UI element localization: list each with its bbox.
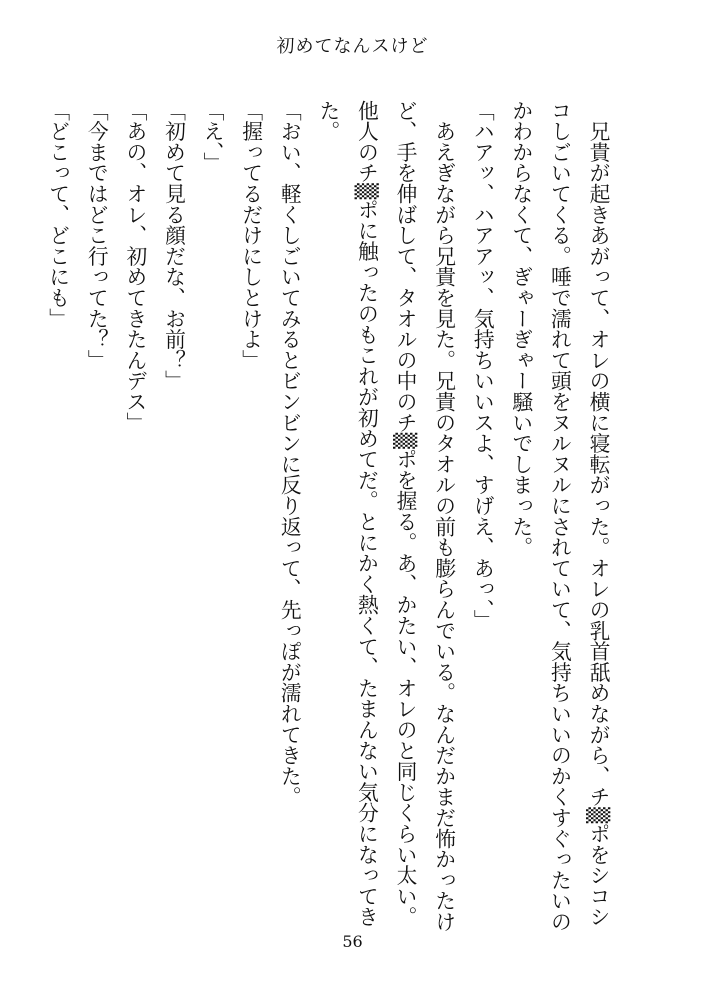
running-head: 初めてなんスけど — [276, 36, 429, 57]
text-line-5: あえぎながら兄貴を見た。兄貴のタオルの前も膨らんでいる。なんだかまだ怖かったけ — [431, 100, 456, 932]
text-line-7: 他人のチ▒ポに触ったのもこれが初めてだ。とにかく熱くて、たまんない気分になってき — [354, 100, 379, 928]
text-line-4: 「ハアッ、ハアアッ、気持ちいいスよ、すげえ、あっ、」 — [470, 100, 495, 631]
text-line-3: かわからなくて、ぎゃーぎゃー騒いでしまった。 — [508, 100, 533, 558]
text-line-2: コしごいてくる。唾で濡れて頭をヌルヌルにされていて、気持ちいいのかくすぐったいの — [547, 100, 572, 932]
page-number: 56 — [342, 932, 363, 951]
text-line-9: 「おい、軽くしごいてみるとビンビンに反り返って、先っぽが濡れてきた。 — [277, 100, 302, 808]
text-line-12: 「初めて見る顔だな、お前？」 — [161, 100, 186, 392]
text-line-13: 「あの、オレ、初めてきたんデス」 — [122, 100, 147, 433]
text-line-6: ど、手を伸ばして、タオルの中のチ▒ポを握る。あ、かたい、オレのと同じくらい太い。 — [393, 100, 418, 928]
text-line-14: 「今まではどこ行ってた？」 — [84, 100, 109, 371]
text-line-15: 「どこって、どこにも」 — [45, 100, 70, 329]
text-line-10: 「握ってるだけにしとけよ」 — [238, 100, 263, 371]
body-text — [38, 100, 617, 932]
text-line-8: た。 — [315, 100, 340, 142]
text-line-11: 「え、」 — [200, 100, 225, 173]
text-line-1: 兄貴が起きあがって、オレの横に寝転がった。オレの乳首舐めながら、チ▒ポをシコシ — [586, 100, 610, 928]
